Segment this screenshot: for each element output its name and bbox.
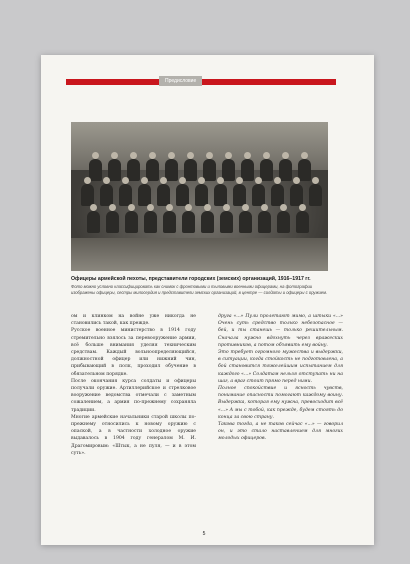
photo-person-head <box>225 152 232 159</box>
photo-person-body <box>258 211 271 233</box>
photo-person-head <box>168 152 175 159</box>
photo-person-head <box>166 204 173 211</box>
photo-person-body <box>309 184 322 206</box>
photo-person-body <box>144 211 157 233</box>
photo-person-head <box>90 204 97 211</box>
photo-person-body <box>252 184 265 206</box>
photo-ground <box>71 238 328 271</box>
caption-title: Офицеры армейской пехоты, представители городских (земских) организаций, 1916–1917 гг. <box>71 276 311 282</box>
photo-person-head <box>263 152 270 159</box>
photo-person-body <box>220 211 233 233</box>
photo-person-head <box>122 177 129 184</box>
photo-person-head <box>217 177 224 184</box>
photo-person-body <box>271 184 284 206</box>
photo-person-body <box>127 159 140 181</box>
photo-person-body <box>87 211 100 233</box>
photo-person-body <box>157 184 170 206</box>
photo-person-body <box>163 211 176 233</box>
photo-person-head <box>179 177 186 184</box>
photo-person-head <box>160 177 167 184</box>
photo-person-body <box>241 159 254 181</box>
photo-person-head <box>111 152 118 159</box>
right-paragraph: друга «...» Пули пролетают мимо, а штыки «...» Очень суть средство только небезопасное — бей, и ты станешь — только решительным. Сначала нужно вдохнуть через вражеских противников, а потом объявить ему войну. <box>218 314 343 348</box>
book-page <box>41 55 374 545</box>
photo-person-body <box>195 184 208 206</box>
page-number: 5 <box>202 531 206 537</box>
group-photo <box>71 122 328 271</box>
right-paragraph: Это требует огромного мужества и выдержки, в ситуации, когда стойкость не подготовлена, а бой становится тяжелейшим испытанием для каждого «...» Солдатам нельзя отступать ни на шаг, а враг стоит прямо перед ними. <box>218 350 343 384</box>
photo-person-head <box>293 177 300 184</box>
photo-person-body <box>81 184 94 206</box>
photo-person-body <box>290 184 303 206</box>
photo-person-head <box>261 204 268 211</box>
left-paragraph: Русское военное министерство в 1914 году стремительно взялось за перевооружение армии, всё больше внимания уделяя техническим средствам. Каждый вольноопределяющийся, должностной офицер или нижний чин, прибывающий в полк, проходил обучение в обязательном порядке. <box>71 328 196 377</box>
photo-person-body <box>108 159 121 181</box>
photo-person-head <box>255 177 262 184</box>
left-paragraph: После окончания курса солдаты и офицеры получали оружие. Артиллерийское и стрелковое вооружение ведомства отмечали с заметным сожалением, а армия по-прежнему сохраняла традиции. <box>71 378 196 413</box>
photo-person-body <box>279 159 292 181</box>
photo-person-body <box>100 184 113 206</box>
photo-person-body <box>201 211 214 233</box>
photo-person-head <box>274 177 281 184</box>
photo-person-body <box>89 159 102 181</box>
photo-person-body <box>296 211 309 233</box>
caption-body: Фото можно условно классифицировать как снимок с фронтовыми и тыловыми военными офицерами, на фотографии изображены офицеры, сестры милосердия и представители земских организаций, в центре — солдаты и офицеры с оружием. <box>71 284 328 295</box>
photo-person-body <box>119 184 132 206</box>
photo-person-body <box>298 159 311 181</box>
photo-person-body <box>184 159 197 181</box>
section-label: Предисловие <box>159 76 202 86</box>
photo-person-head <box>299 204 306 211</box>
photo-person-head <box>198 177 205 184</box>
photo-person-head <box>223 204 230 211</box>
photo-person-head <box>282 152 289 159</box>
right-column <box>218 313 343 443</box>
photo-person-body <box>239 211 252 233</box>
photo-person-head <box>242 204 249 211</box>
photo-person-head <box>147 204 154 211</box>
photo-person-body <box>260 159 273 181</box>
right-paragraph: Такова тогда, а не таков сейчас «...» — говорил он, и это стало наставлением для многих молодых офицеров. <box>218 422 343 442</box>
photo-person-head <box>84 177 91 184</box>
photo-person-body <box>214 184 227 206</box>
photo-person-head <box>244 152 251 159</box>
photo-person-body <box>125 211 138 233</box>
photo-person-head <box>103 177 110 184</box>
photo-person-body <box>146 159 159 181</box>
photo-person-body <box>165 159 178 181</box>
photo-person-head <box>236 177 243 184</box>
photo-person-body <box>222 159 235 181</box>
photo-person-body <box>182 211 195 233</box>
photo-person-body <box>203 159 216 181</box>
photo-person-head <box>204 204 211 211</box>
photo-person-body <box>277 211 290 233</box>
photo-person-head <box>312 177 319 184</box>
photo-person-head <box>301 152 308 159</box>
left-paragraph: ом и клинком на войне уже никогда не становились такой, как прежде. <box>71 314 196 327</box>
photo-person-head <box>280 204 287 211</box>
right-paragraph: Полное спокойствие и ясность чувств, понимание опасности помогают каждому воину. Выдержка, которая ему нужна, превосходит всё «...» А мы с тобой, как прежде, будем стоять до конца за свою страну. <box>218 386 343 420</box>
photo-person-head <box>185 204 192 211</box>
photo-person-body <box>176 184 189 206</box>
left-paragraph: Многие армейские начальники старой школы по-прежнему относились к новому оружию с опаской, а в частности холодное оружие выдавалось в 1904 году генералом М. И. Драгомировым: «Штык, а не пуля, — и в этом суть». <box>71 414 196 456</box>
photo-person-head <box>92 152 99 159</box>
photo-person-body <box>233 184 246 206</box>
photo-person-head <box>187 152 194 159</box>
photo-person-head <box>206 152 213 159</box>
photo-person-body <box>138 184 151 206</box>
photo-person-head <box>128 204 135 211</box>
photo-person-body <box>106 211 119 233</box>
photo-person-head <box>130 152 137 159</box>
photo-person-head <box>141 177 148 184</box>
left-column <box>71 313 196 457</box>
photo-person-head <box>109 204 116 211</box>
photo-person-head <box>149 152 156 159</box>
